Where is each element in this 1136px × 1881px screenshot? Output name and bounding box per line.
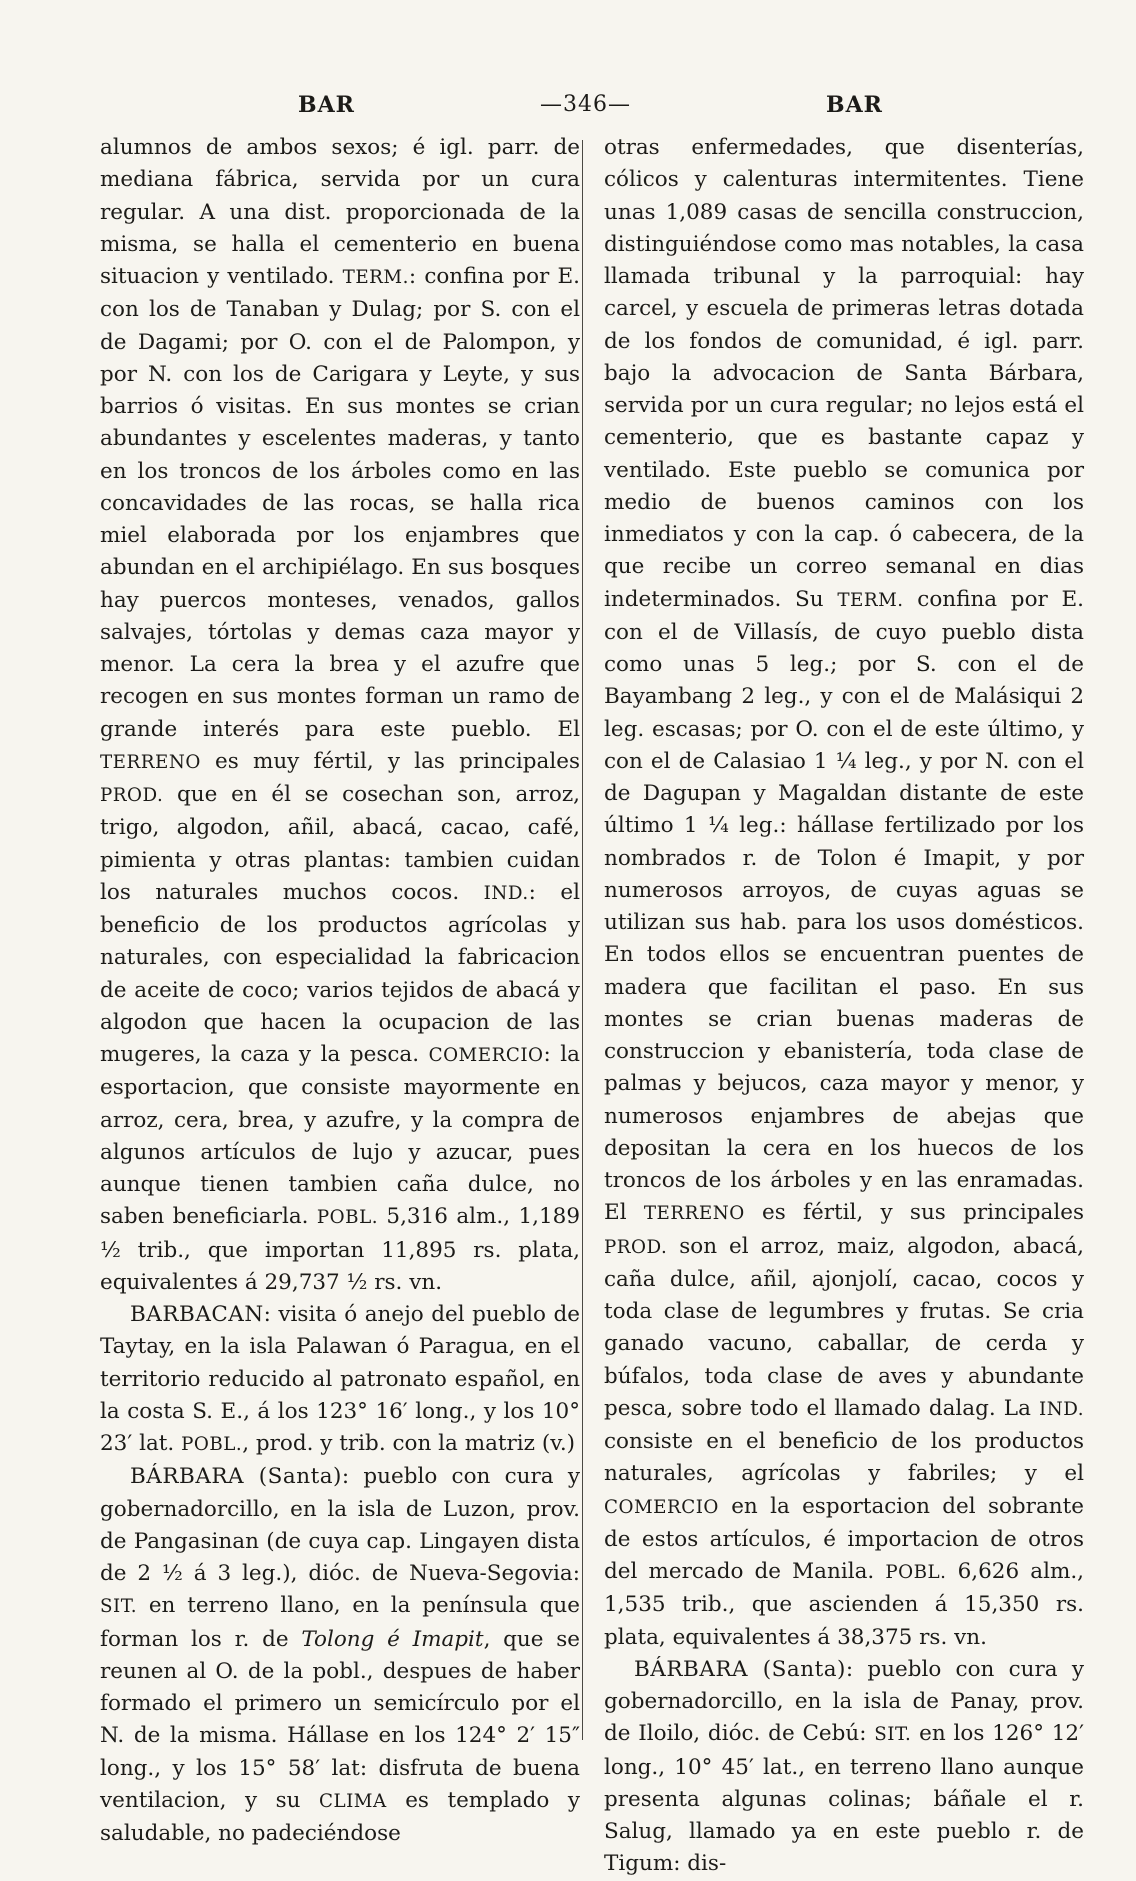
comercio-label: COMERCIO (604, 1496, 719, 1518)
prod-label: PROD. (100, 785, 164, 806)
text-run: es fértil, y sus principales (744, 1200, 1084, 1226)
text-run: : la esportacion, que consiste mayormente en arroz, cera, brea, y azufre, y la compra de algunos artículos de lujo y azucar, pues aunque tienen tambien caña dulce, no saben beneficiarla. (100, 1042, 580, 1230)
column-divider (582, 140, 583, 1740)
entry-heading: BARBACAN (130, 1302, 264, 1327)
terreno-label: TERRENO (100, 751, 201, 773)
right-running-head: BAR (826, 92, 883, 118)
pobl-label: POBL. (885, 1562, 947, 1583)
term-label: TERM. (837, 589, 904, 611)
text-run: : pueblo con cura y gobernadorcillo, en la isla de Luzon, prov. de Pangasinan (de cuya cap. Lingayen dista de 2 ½ á 3 leg.), dióc. de Nueva-Segovia: (100, 1464, 580, 1586)
text-run: consiste en el beneficio de los productos naturales, agrícolas y fabriles; y el (604, 1429, 1084, 1487)
entry-barbacan (100, 1299, 580, 1461)
continued-entry-paragraph (100, 132, 580, 1299)
text-run: confina por E. con el de Villasís, de cuyo pueblo dista como unas 5 leg.; por S. con el de Bayambang 2 leg., y con el de Malásiqui 2 leg. escasas; por O. con el de este último, y con el de Calasiao 1 ¼ leg., y por N. con el de Dagupan y Magaldan distante de este último 1 ¼ leg.: hállase fertilizado por los nombrados r. de Tolon é Imapit, y por numerosos arroyos, de cuyas aguas se utilizan sus hab. para los usos domésticos. En todos ellos se encuentran puentes de madera que facilitan el paso. En sus montes se crian buenas maderas de construccion y ebanistería, toda clase de palmas y bejucos, caza mayor y menor, y numerosos enjambres de abejas que depositan la cera en los huecos de los troncos de los árboles y en las enramadas. El (604, 586, 1084, 1226)
pobl-label: POBL. (316, 1207, 379, 1229)
pobl-label: POBL. (181, 1434, 243, 1455)
ind-label: IND. (483, 882, 529, 904)
text-run: 5,316 alm., 1,189 ½ trib., que importan 11,895 rs. plata, equivalentes á 29,737 ½ rs. vn. (100, 1204, 580, 1295)
text-run: en la esportacion del sobrante de estos artículos, é importacion de otros del mercado de Manila. (604, 1493, 1084, 1584)
entry-barbara-pangasinan (100, 1461, 580, 1850)
sit-label: SIT. (100, 1596, 138, 1618)
entry-heading: BÁRBARA (Santa) (634, 1656, 846, 1682)
text-run: en terreno llano, en la península que forman los r. de (100, 1593, 580, 1652)
entry-heading: BÁRBARA (Santa) (130, 1464, 342, 1490)
sit-label: SIT. (874, 1724, 912, 1746)
left-column (100, 132, 580, 1850)
text-run: : el beneficio de los productos agrícolas y naturales, con especialidad la fabricacion de aceite de coco; varios tejidos de abacá y algodon que hacen la ocupacion de las mugeres, la caza y la pesca. (100, 879, 580, 1067)
text-run: : pueblo con cura y gobernadorcillo, en la isla de Panay, prov. de Iloilo, dióc. de Cebú: (604, 1656, 1084, 1747)
text-run: : visita ó anejo del pueblo de Taytay, en la isla Palawan ó Paragua, en el territorio reducido al patronato español, en la costa S. E., á los 123° 16′ long., y los 10° 23′ lat. (100, 1302, 580, 1456)
text-run: : confina por E. con los de Tanaban y Dulag; por S. con el de Dagami; por O. con el de Palompon, y por N. con los de Carigara y Leyte, y sus barrios ó visitas. En sus montes se crian abundantes y escelentes maderas, y tanto en los troncos de los árboles como en las concavidades de las rocas, se halla rica miel elaborada por los enjambres que abundan en el archipiélago. En sus bosques hay puercos monteses, venados, gallos salvajes, tórtolas y demas caza mayor y menor. La cera la brea y el azufre que recogen en sus montes forman un ramo de grande interés para este pueblo. El (100, 264, 580, 742)
text-run: es muy fértil, y las principales (200, 748, 580, 774)
term-label: TERM. (342, 267, 409, 288)
text-run: en los 126° 12′ long., 10° 45′ lat., en terreno llano aunque presenta algunas colinas; báñale el r. Salug, llamado ya en este pueblo r. de Tigum: dis- (604, 1721, 1084, 1877)
text-run: , prod. y trib. con la matriz (v.) (242, 1431, 576, 1456)
left-running-head: BAR (298, 92, 355, 118)
text-run: son el arroz, maiz, algodon, abacá, caña dulce, añil, ajonjolí, cacao, cocos y toda clase de legumbres y frutas. Se cria ganado vacuno, caballar, de cerda y búfalos, toda clase de aves y abundante pesca, sobre todo el llamado dalag. La (604, 1233, 1084, 1421)
terreno-label: TERRENO (643, 1203, 745, 1225)
right-column (604, 132, 1084, 1881)
clima-label: CLIMA (318, 1790, 387, 1812)
running-header (0, 92, 1136, 132)
text-run: otras enfermedades, que disenterías, cólicos y calenturas intermitentes. Tiene unas 1,089 casas de sencilla construccion, distinguiéndose como mas notables, la casa llamada tribunal y la parroquial: hay carcel, y escuela de primeras letras dotada de los fondos de comunidad, é igl. parr. bajo la advocacion de Santa Bárbara, servida por un cura regular; no lejos está el cementerio, que es bastante capaz y ventilado. Este pueblo se comunica por medio de buenos caminos con los inmediatos y con la cap. ó cabecera, de la que recibe un correo semanal en dias indeterminados. Su (604, 135, 1084, 612)
text-run: es templado y saludable, no padeciéndose (100, 1787, 581, 1846)
text-run: alumnos de ambos sexos; é igl. parr. de mediana fábrica, servida por un cura regular. A una dist. proporcionada de la misma, se halla el cementerio en buena situacion y ventilado. (100, 135, 580, 289)
comercio-label: COMERCIO (428, 1045, 544, 1066)
ind-label: IND. (1039, 1398, 1084, 1420)
text-run: , que se reunen al O. de la pobl., despues de haber formado el primero un semicírculo por el N. de la misma. Hállase en los 124° 2′ 15″ long., y los 15° 58′ lat: disfruta de buena ventilacion, y su (100, 1626, 580, 1813)
page-number: —346— (540, 92, 631, 117)
text-run: que en él se cosechan son, arroz, trigo, algodon, añil, abacá, cacao, café, pimienta y otras plantas: tambien cuidan los naturales muchos cocos. (100, 782, 580, 905)
entry-barbara-iloilo (604, 1654, 1084, 1881)
continued-entry-paragraph (604, 132, 1084, 1654)
prod-label: PROD. (604, 1236, 668, 1258)
river-names: Tolong é Imapit (301, 1626, 484, 1652)
text-run: 6,626 alm., 1,535 trib., que ascienden á 15,350 rs. plata, equivalentes á 38,375 rs. vn. (604, 1559, 1084, 1650)
